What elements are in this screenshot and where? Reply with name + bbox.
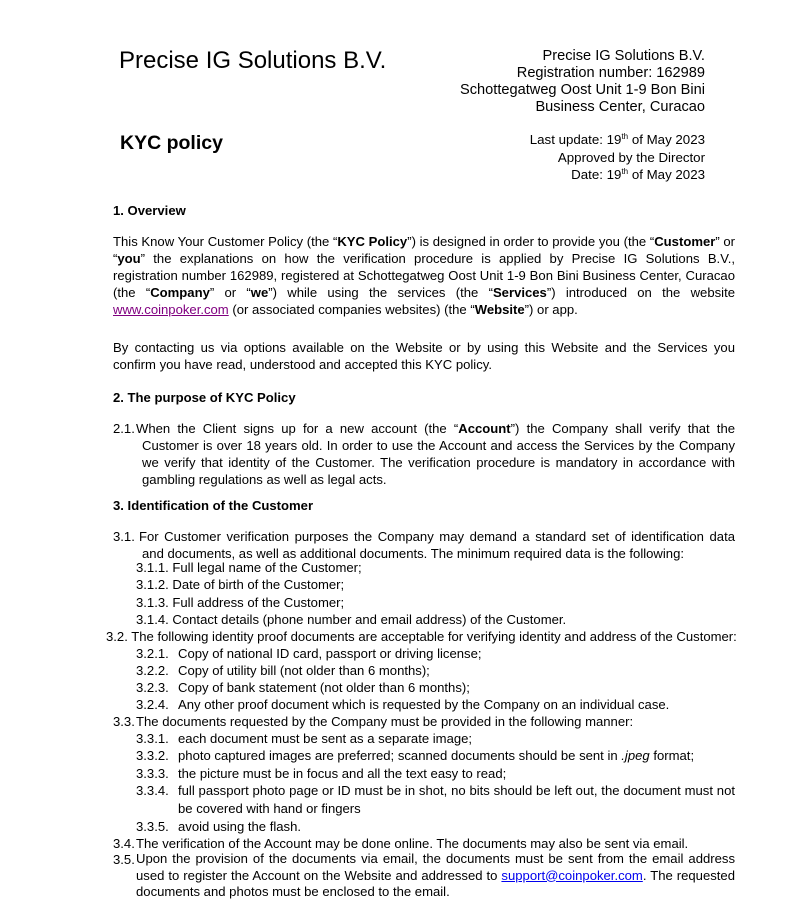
section-heading-purpose: 2. The purpose of KYC Policy	[113, 390, 296, 405]
sub-clause: 3.1.2. Date of birth of the Customer;	[136, 577, 345, 592]
sub-clause: 3.1.4. Contact details (phone number and email address) of the Customer.	[136, 612, 567, 627]
sub-clause: 3.3.2. photo captured images are preferred; scanned documents should be sent in .jpeg format;	[136, 748, 695, 763]
clause-text: When the Client signs up for a new account (the “Account”) the Company shall verify that the Customer is over 18 years old. In order to use the Account and access the Services by the Company we verify that identity of the Customer. The verification procedure is mandatory in accordance with gambling regulations as well as legal acts.	[136, 421, 736, 487]
section-heading-identification: 3. Identification of the Customer	[113, 498, 314, 513]
approved-by: Approved by the Director	[557, 149, 705, 165]
section-heading-overview: 1. Overview	[113, 203, 186, 218]
sub-clause: 3.1.3. Full address of the Customer;	[136, 595, 345, 610]
website-link[interactable]: www.coinpoker.com	[113, 302, 229, 317]
address-line: Registration number: 162989	[516, 65, 705, 81]
sub-clause: 3.1.1. Full legal name of the Customer;	[136, 560, 362, 575]
clause-3-2: 3.2. The following identity proof documents are acceptable for verifying identity and address of the Customer:	[106, 629, 737, 644]
clause-text: For Customer verification purposes the Company may demand a standard set of identification data and documents, as well as additional documents. The minimum required data is the following:	[139, 529, 735, 561]
consent-paragraph: By contacting us via options available on the Website or by using this Website and the Services you confirm you have read, understood and accepted this KYC policy.	[113, 340, 735, 372]
address-line: Precise IG Solutions B.V.	[542, 48, 705, 64]
clause-3-5	[113, 851, 735, 901]
support-email-link[interactable]: support@coinpoker.com	[501, 867, 643, 883]
approval-date: Date: 19th of May 2023	[571, 167, 705, 182]
clause-number: 3.5.	[113, 852, 135, 867]
company-address	[460, 48, 705, 116]
clause-3-1	[113, 528, 735, 562]
overview-paragraph: This Know Your Customer Policy (the “KYC Policy”) is designed in order to provide you (the “Customer” or “you” the explanations on how the verification procedure is applied by Precise IG Solutions B.V., registration number 162989, registered at Schottegatweg Oost Unit 1-9 Bon Bini Business Center, Curacao (the “Company” or “we”) while using the services (the “Services”) introduced on the website www.coinpoker.com (or associated companies websites) (the “Website”) or app.	[113, 234, 736, 317]
clause-number: 2.1.	[113, 421, 135, 436]
clause-text: Upon the provision of the documents via email, the documents must be sent from the email address used to register the Account on the Website and addressed to support@coinpoker.com. The requested documents and photos must be enclosed to the email.	[136, 851, 735, 899]
sub-clause: 3.3.5. avoid using the flash.	[136, 819, 302, 834]
sub-clause: 3.3.1. each document must be sent as a separate image;	[136, 731, 473, 746]
clause-number: 3.1.	[113, 529, 135, 544]
address-line: Schottegatweg Oost Unit 1-9 Bon Bini	[460, 82, 705, 98]
last-update: Last update: 19th of May 2023	[529, 132, 705, 147]
document-title: KYC policy	[120, 132, 223, 154]
document-meta	[530, 131, 705, 184]
clause-3-3: 3.3.The documents requested by the Company must be provided in the following manner:	[113, 714, 634, 729]
sub-clause: 3.2.1. Copy of national ID card, passport or driving license;	[136, 646, 482, 661]
clause-2-1	[113, 420, 735, 488]
company-name: Precise IG Solutions B.V.	[119, 47, 387, 74]
address-line: Business Center, Curacao	[535, 99, 705, 115]
clause-3-4: 3.4.The verification of the Account may be done online. The documents may also be sent via email.	[113, 836, 689, 851]
sub-clause: 3.3.3. the picture must be in focus and all the text easy to read;	[136, 766, 507, 781]
sub-clause: 3.2.4. Any other proof document which is requested by the Company on an individual case.	[136, 697, 670, 712]
sub-clause: 3.2.3. Copy of bank statement (not older than 6 months);	[136, 680, 470, 695]
sub-clause: 3.2.2. Copy of utility bill (not older than 6 months);	[136, 663, 430, 678]
sub-clause: 3.3.4. full passport photo page or ID must be in shot, no bits should be left out, the document must not be covered with hand or fingers	[136, 783, 735, 816]
